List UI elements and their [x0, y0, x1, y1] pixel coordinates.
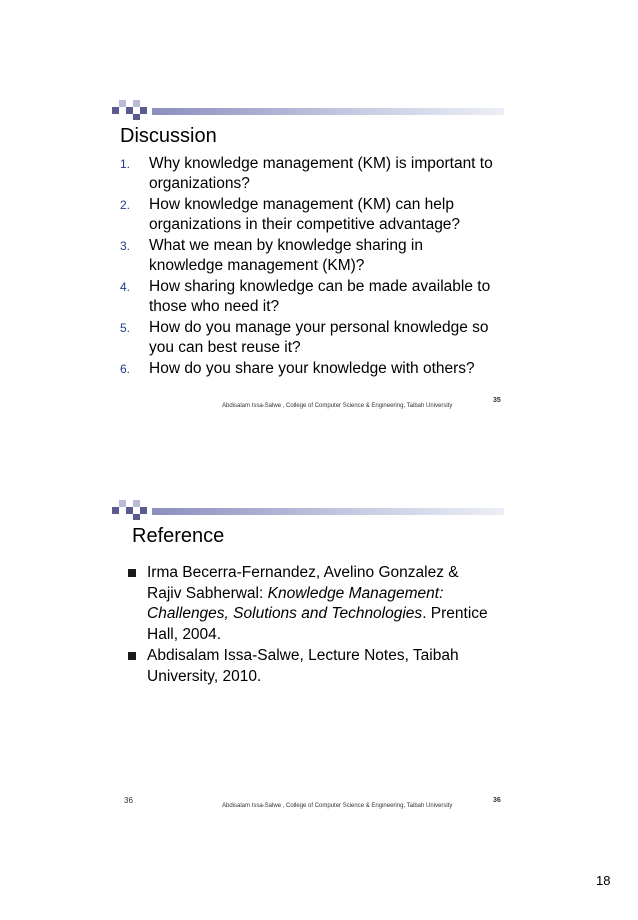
square-bullet-icon [128, 569, 136, 577]
reference-list [128, 563, 488, 688]
square-bullet-icon [128, 652, 136, 660]
list-item: Abdisalam Issa-Salwe, Lecture Notes, Taibah University, 2010. [128, 646, 488, 687]
slide-35 [112, 100, 504, 420]
slide-header-decoration [112, 500, 504, 520]
list-item: 2. How knowledge management (KM) can help organizations in their competitive advantage? [120, 196, 461, 233]
list-item: 3. What we mean by knowledge sharing in knowledge management (KM)? [120, 237, 423, 274]
slide-title: Discussion [120, 125, 217, 147]
list-item: 5. How do you manage your personal knowledge so you can best reuse it? [120, 319, 489, 356]
slide-36 [112, 500, 504, 820]
page-number: 18 [596, 873, 611, 888]
list-item: 6. How do you share your knowledge with others? [120, 360, 475, 377]
list-item: 4. How sharing knowledge can be made available to those who need it? [120, 278, 491, 315]
slide-title: Reference [132, 525, 225, 547]
list-item: 1. Why knowledge management (KM) is important to organizations? [120, 155, 493, 192]
list-item: Irma Becerra-Fernandez, Avelino Gonzalez & Rajiv Sabherwal: Knowledge Management: Challenges, Solutions and Technologies. Prentice Hall, 2004. [128, 563, 488, 645]
slide-number: 35 [493, 397, 501, 404]
slide-header-decoration [112, 100, 504, 120]
slide-number: 36 [493, 797, 501, 804]
slide-footer: Abdisalam Issa-Salwe , College of Computer Science & Engineering, Taibah University [222, 803, 453, 809]
slide-footer: Abdisalam Issa-Salwe , College of Computer Science & Engineering, Taibah University [222, 403, 453, 409]
discussion-list [120, 154, 500, 381]
slide-outside-number: 36 [124, 796, 133, 805]
